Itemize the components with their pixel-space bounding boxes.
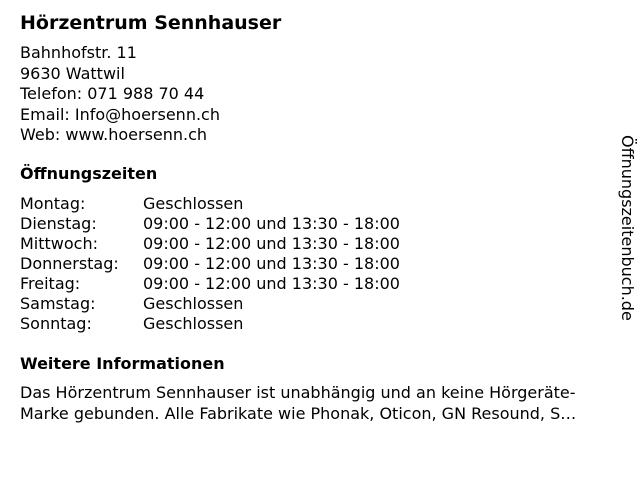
hours-day: Dienstag: <box>20 214 97 233</box>
hours-row <box>20 314 400 334</box>
hours-row <box>20 234 400 254</box>
hours-time: 09:00 - 12:00 und 13:30 - 18:00 <box>143 214 400 233</box>
phone-number: Telefon: 071 988 70 44 <box>20 84 205 103</box>
hours-row <box>20 254 400 274</box>
address-city: 9630 Wattwil <box>20 63 125 83</box>
hours-time: 09:00 - 12:00 und 13:30 - 18:00 <box>143 254 400 273</box>
description <box>20 382 624 424</box>
description-line: Marke gebunden. Alle Fabrikate wie Phonak, Oticon, GN Resound, S… <box>20 404 577 423</box>
opening-hours-heading: Öffnungszeiten <box>20 164 158 183</box>
hours-day: Montag: <box>20 194 86 213</box>
hours-row <box>20 294 400 314</box>
hours-row <box>20 194 400 214</box>
hours-time: Geschlossen <box>143 314 244 333</box>
hours-time: 09:00 - 12:00 und 13:30 - 18:00 <box>143 234 400 253</box>
hours-day: Mittwoch: <box>20 234 98 253</box>
hours-day: Donnerstag: <box>20 254 119 273</box>
business-name: Hörzentrum Sennhauser <box>20 12 282 34</box>
address-street: Bahnhofstr. 11 <box>20 43 137 62</box>
contact-block <box>20 43 220 146</box>
more-info-heading: Weitere Informationen <box>20 354 225 373</box>
site-watermark: Öffnungszeitenbuch.de <box>618 135 637 321</box>
hours-day: Freitag: <box>20 274 81 293</box>
hours-day: Sonntag: <box>20 314 92 333</box>
hours-time: Geschlossen <box>143 194 244 213</box>
hours-row <box>20 274 400 294</box>
opening-hours-table <box>20 194 400 334</box>
website: Web: www.hoersenn.ch <box>20 125 208 144</box>
email-address: Email: Info@hoersenn.ch <box>20 104 220 124</box>
hours-time: Geschlossen <box>143 294 244 313</box>
hours-row <box>20 214 400 234</box>
hours-time: 09:00 - 12:00 und 13:30 - 18:00 <box>143 274 400 293</box>
description-line: Das Hörzentrum Sennhauser ist unabhängig und an keine Hörgeräte- <box>20 383 576 402</box>
hours-day: Samstag: <box>20 294 96 313</box>
